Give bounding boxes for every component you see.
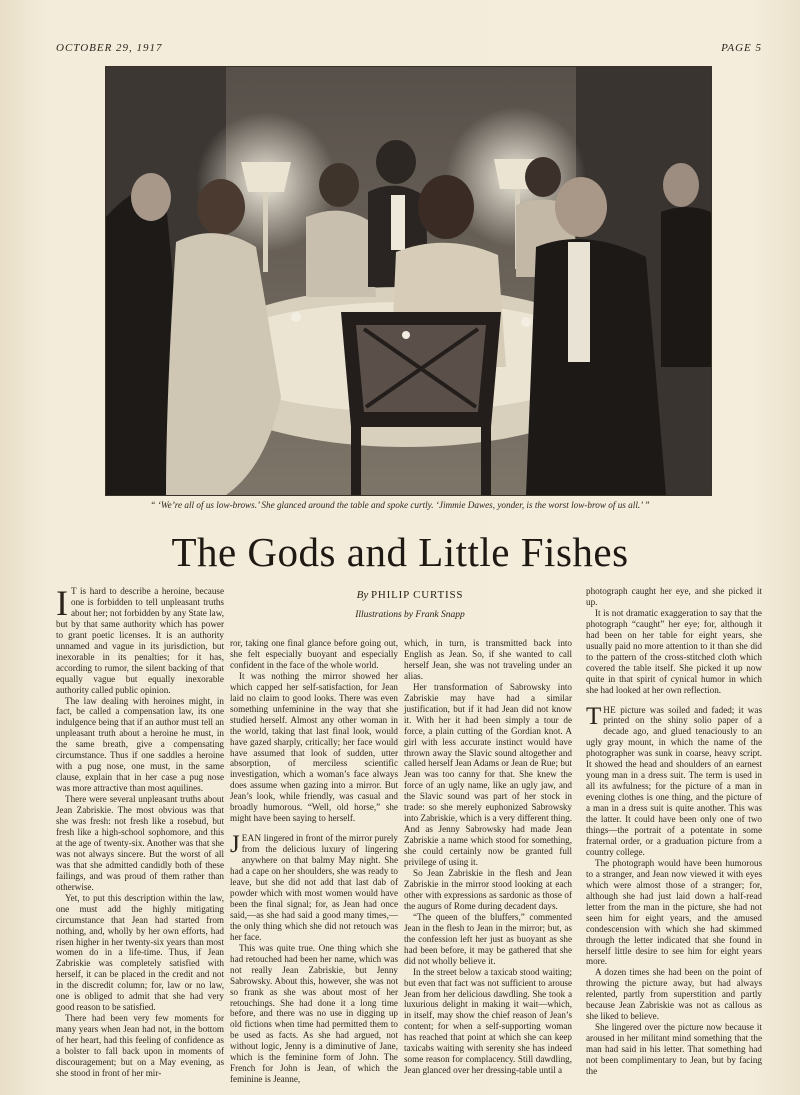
illustrations-credit: Illustrations by Frank Snapp <box>355 610 465 620</box>
drop-cap: I <box>56 583 68 623</box>
text-column-4 <box>586 586 762 1077</box>
paragraph: “The queen of the bluffers,” commented Jean in the flesh to Jean in the mirror; but, as the confession left her just as buoyant as she had been before, it may be gathered that she did not wholly believe it. <box>404 911 572 966</box>
paragraph: So Jean Zabriskie in the flesh and Jean Zabriskie in the mirror stood looking at each other with expressions as sardonic as those of the augurs of Rome during decadent days. <box>404 868 572 911</box>
illustration-caption: “ ‘We’re all of us low-brows.’ She glanced around the table and spoke curtly. ‘Jimmie Dawes, yonder, is the worst low-brow of us all.’ ” <box>150 500 650 510</box>
page-number: PAGE 5 <box>721 42 762 54</box>
paragraph: which, in turn, is transmitted back into English as Jean. So, if she wanted to call herself Jean, she was not traveling under an alias. <box>404 638 572 681</box>
issue-date: OCTOBER 29, 1917 <box>56 42 163 54</box>
text-column-1 <box>56 583 224 1079</box>
paragraph: A dozen times she had been on the point of throwing the picture away, but had always relented, partly from superstition and partly because Jean Zabriskie was not as callous as she liked to believe. <box>586 967 762 1022</box>
paragraph: There were several unpleasant truths about Jean Zabriskie. The most obvious was that she was fresh: not fresh like a rosebud, but fresh like a high-school sophomore, and this at the age of twenty-six. Another was that she was not always sincere. But the worst of all was that she admitted candidly both of these failings, and was proud of them rather than otherwise. <box>56 794 224 892</box>
paragraph: lingered in front of the mirror purely from the delicious luxury of lingering anywhere on that balmy May night. She had a cape on her shoulders, she was ready to leave, but she did not add that last dab of powder which with most women would have been the final signal; for, as Jean had once said,—as she had said a good many times,—the only thing which she did not retouch was her face. <box>230 833 398 942</box>
drop-cap: T <box>586 702 602 730</box>
article-byline <box>312 589 508 601</box>
paragraph: This was quite true. One thing which she had retouched had been her name, which was not really Jean Zabriskie, but Jenny Sabrowsky. About this, however, she was not so frank as she was about most of her retouchings. She had done it a long time before, and there was no use in digging up old fictions when time had permitted them to be used as facts. As she had argued, not without logic, Jenny is a diminutive of Jane, which is the feminine form of John. The French for John is Jean, of which the feminine is Jeanne, <box>230 942 398 1085</box>
paragraph: T is hard to describe a heroine, because one is forbidden to tell unpleasant truths about her; not forbidden by any State law, but by that same authority which has power to grant poetic licenses. It is an authority unnamed and vague in its jurisdiction, but inexorable in its penalties; for it has, according to rumor, the silent backing of that equally vague but equally inexorable authority called public opinion. <box>56 586 224 695</box>
paragraph: photograph caught her eye, and she picked it up. <box>586 586 762 607</box>
article-title: The Gods and Little Fishes <box>171 529 629 575</box>
paragraph: ror, taking one final glance before going out, she felt especially buoyant and especially confident in the face of the whole world. <box>230 638 398 670</box>
paragraph: It was nothing the mirror showed her which capped her self-satisfaction, for Jean laid no claim to good looks. There was even something unfeminine in the way that she studied herself. Almost any other woman in the world, taking that last final look, would have gazed sharply, critically; her face would have assumed that look of sudden, utter absorption, of merciless scientific investigation, which a woman’s face always does assume when gazing into a mirror. But Jean’s look, while friendly, was casual and broadly humorous. “Well, old horse,” she might have been saying to herself. <box>230 670 398 824</box>
drop-cap: J <box>230 831 240 859</box>
paragraph: In the street below a taxicab stood waiting; but even that fact was not sufficient to arouse Jean from her delicious dawdling. She took a luxurious delight in making it wait—which, in itself, may show the chief reason of Jean’s content; for when a self-supporting woman has reached that point at which she can keep taxicabs waiting with serenity she has indeed some reason for complacency. Still dawdling, Jean glanced over her dressing-table until a <box>404 966 572 1076</box>
paragraph: Her transformation of Sabrowsky into Zabriskie may have had a similar justification, but if it had Jean did not know it. With her it had been simply a tour de force, a plain cutting of the Gordian knot. A girl with less accurate instinct would have thrown away the Slavic sound altogether and called herself Jean Adams or Jean de Rue; but Jean was too canny for that. She knew the force of an ugly name, like an ugly jaw, and the Slavic sound was part of her stock in trade: so she merely euphonized Sabrowsky into Zabriskie, which is a very different thing. And as Jenny Sabrowsky had made Jean Zabriskie a name which stood for something, she could certainly now be granted full privilege of using it. <box>404 681 572 868</box>
paragraph: Yet, to put this description within the law, one must add the highly mitigating circumstance that Jean had started from nothing, and, wholly by her own efforts, had risen higher in her twenty-six years than most women do in a life-time. Thus, if Jean Zabriskie was completely satisfied with herself, it can be placed in the credit and not in the discredit column; for, law or no law, one is obliged to admit that she had very good reason to be satisfied. <box>56 892 224 1013</box>
paragraph: picture was soiled and faded; it was printed on the shiny solio paper of a decade ago, and glued tenaciously to an ugly gray mount, in which the name of the photographer was sunk in coarse, heavy script. It showed the head and shoulders of an earnest young man in a dress suit. The term is used in all its awfulness; for the picture of a man in evening clothes is one thing, and the picture of a man in a dress suit is quite another. This was the latter. It could have been only one of two things—the portrait of a potentate in some fraternal order, or a graduation picture from a country college. <box>586 704 762 857</box>
paragraph: There had been very few moments for many years when Jean had not, in the bottom of her heart, had this feeling of confidence as a bolster to fall back upon in moments of discouragement; but on a May evening, as she stood in front of her mir- <box>56 1013 224 1078</box>
byline-prefix: By <box>356 589 369 601</box>
text-column-3 <box>404 638 572 1076</box>
paragraph: The law dealing with heroines might, in fact, be called a compensation law, its one indulgence being that if an author must tell an unpleasant truth about a heroine he must, in the same breath, give a compensating circumstance. Thus if one saddles a heroine with a pug nose, one must, in the same clause, explain that in her case a pug nose was more attractive than most aquilines. <box>56 695 224 794</box>
small-caps-lead: EAN <box>241 833 262 844</box>
author-name: PHILIP CURTISS <box>371 589 464 601</box>
paragraph: The photograph would have been humorous to a stranger, and Jean now viewed it with eyes which were almost those of a stranger; for, although she had just laid down a half-read letter from the man in the picture, she had not seen him for eight years, and the amused condescension with which she had skimmed through the letter indicated that she found in herself little desire to see him for eight years more. <box>586 857 762 967</box>
text-column-2 <box>230 638 398 1085</box>
dinner-party-illustration <box>105 66 712 496</box>
paragraph: It is not dramatic exaggeration to say that the photograph “caught” her eye; for, although it had been on her table for eight years, she usually paid no more attention to it than she did to the pattern of the cross-stitched cloth which covered the table itself. She picked it up now quite in that spirit of cynical humor in which she had looked at her own reflection. <box>586 607 762 695</box>
small-caps-lead: HE <box>603 704 617 715</box>
paragraph: She lingered over the picture now because it aroused in her militant mind something that the man had said in his letter. That something had not been complimentary to Jean, but by facing the <box>586 1022 762 1076</box>
